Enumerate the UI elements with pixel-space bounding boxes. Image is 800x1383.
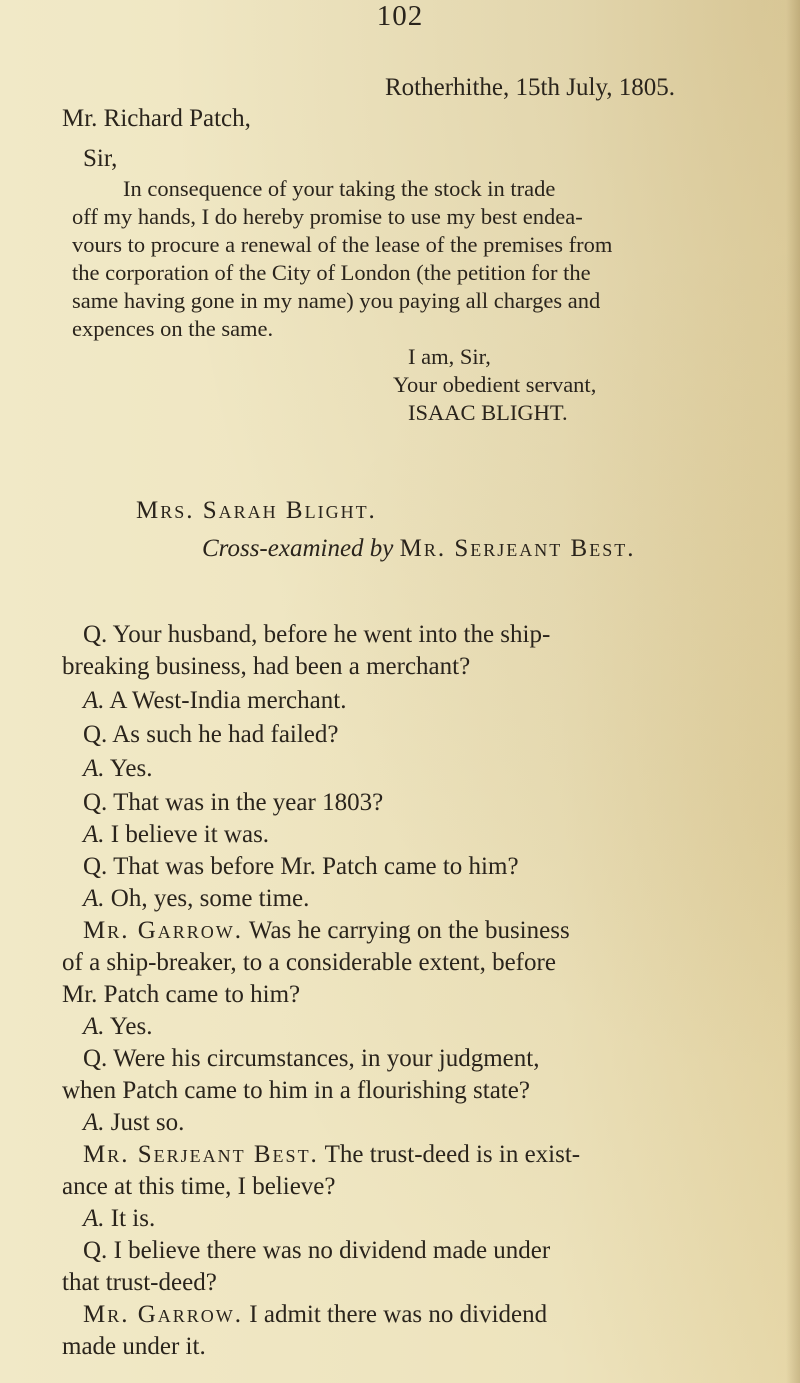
letter-body-line: vours to procure a renewal of the lease of the premises from bbox=[72, 232, 613, 257]
speaker-label: Q. bbox=[83, 1045, 108, 1072]
testimony-line bbox=[83, 720, 339, 750]
speaker-label: Q. bbox=[83, 721, 108, 748]
speaker-label: A. bbox=[83, 1013, 105, 1040]
speaker-label: A. bbox=[83, 755, 105, 782]
testimony-line: breaking business, had been a merchant? bbox=[62, 653, 471, 680]
testimony-line bbox=[83, 1108, 184, 1138]
testimony-text: Was he carrying on the business bbox=[248, 917, 570, 944]
testimony-text: A West-India merchant. bbox=[109, 687, 347, 714]
testimony-line bbox=[83, 686, 346, 716]
testimony-line bbox=[83, 788, 383, 818]
testimony-line bbox=[83, 1140, 580, 1170]
speaker-label: A. bbox=[83, 1205, 105, 1232]
testimony-text: Yes. bbox=[109, 755, 153, 782]
speaker-label: Mr. Garrow. bbox=[83, 917, 244, 944]
testimony-line: of a ship-breaker, to a considerable extent, before bbox=[62, 949, 556, 976]
testimony-text: Oh, yes, some time. bbox=[110, 885, 310, 912]
letter-salutation: Sir, bbox=[83, 145, 118, 172]
subheading-examiner: Mr. Serjeant Best. bbox=[399, 535, 636, 562]
testimony-line: that trust-deed? bbox=[62, 1269, 217, 1296]
testimony-line bbox=[83, 916, 570, 946]
witness-heading: Mrs. Sarah Blight. bbox=[136, 497, 377, 524]
speaker-label: Q. bbox=[83, 853, 108, 880]
testimony-line bbox=[83, 754, 153, 784]
speaker-label: Q. bbox=[83, 1237, 108, 1264]
testimony-text: Your husband, before he went into the ship- bbox=[112, 621, 551, 648]
witness-subheading bbox=[202, 534, 635, 564]
letter-body-line: the corporation of the City of London (the petition for the bbox=[72, 260, 591, 285]
testimony-text: Just so. bbox=[110, 1109, 185, 1136]
speaker-label: Mr. Garrow. bbox=[83, 1301, 244, 1328]
subheading-italic: Cross-examined by bbox=[202, 535, 394, 562]
testimony-line bbox=[83, 820, 269, 850]
testimony-line bbox=[83, 1012, 153, 1042]
letter-body-line: expences on the same. bbox=[72, 316, 274, 341]
testimony-line bbox=[83, 1044, 539, 1074]
testimony-line: Mr. Patch came to him? bbox=[62, 981, 301, 1008]
speaker-label: A. bbox=[83, 1109, 105, 1136]
testimony-text: The trust-deed is in exist- bbox=[324, 1141, 581, 1168]
testimony-text: That was before Mr. Patch came to him? bbox=[113, 853, 519, 880]
letter-addressee: Mr. Richard Patch, bbox=[62, 105, 251, 132]
letter-body-line: off my hands, I do hereby promise to use my best endea- bbox=[72, 204, 583, 229]
page-edge-shadow bbox=[786, 0, 800, 1383]
testimony-text: As such he had failed? bbox=[112, 721, 339, 748]
testimony-text: It is. bbox=[110, 1205, 156, 1232]
page-number: 102 bbox=[376, 0, 424, 32]
testimony-text: That was in the year 1803? bbox=[113, 789, 384, 816]
letter-dateline: Rotherhithe, 15th July, 1805. bbox=[385, 74, 676, 101]
testimony-line bbox=[83, 1236, 550, 1266]
letter-body-line: In consequence of your taking the stock in trade bbox=[123, 176, 556, 201]
speaker-label: Q. bbox=[83, 789, 108, 816]
testimony-text: I believe it was. bbox=[110, 821, 270, 848]
letter-closing: I am, Sir, bbox=[408, 344, 491, 369]
letter-signature: ISAAC BLIGHT. bbox=[408, 400, 568, 425]
speaker-label: Q. bbox=[83, 621, 108, 648]
testimony-line: when Patch came to him in a flourishing state? bbox=[62, 1077, 530, 1104]
testimony-text: Yes. bbox=[109, 1013, 153, 1040]
testimony-line: made under it. bbox=[62, 1333, 206, 1360]
speaker-label: A. bbox=[83, 687, 105, 714]
testimony-text: I admit there was no dividend bbox=[249, 1301, 548, 1328]
testimony-line bbox=[83, 620, 550, 650]
testimony-text: I believe there was no dividend made under bbox=[113, 1237, 551, 1264]
speaker-label: Mr. Serjeant Best. bbox=[83, 1141, 319, 1168]
testimony-line bbox=[83, 884, 309, 914]
testimony-line bbox=[83, 1204, 155, 1234]
letter-closing: Your obedient servant, bbox=[393, 372, 597, 397]
speaker-label: A. bbox=[83, 821, 105, 848]
testimony-line bbox=[83, 852, 519, 882]
letter-body-line: same having gone in my name) you paying all charges and bbox=[72, 288, 601, 313]
speaker-label: A. bbox=[83, 885, 105, 912]
testimony-line: ance at this time, I believe? bbox=[62, 1173, 336, 1200]
testimony-line bbox=[83, 1300, 547, 1330]
testimony-text: Were his circumstances, in your judgment, bbox=[113, 1045, 540, 1072]
